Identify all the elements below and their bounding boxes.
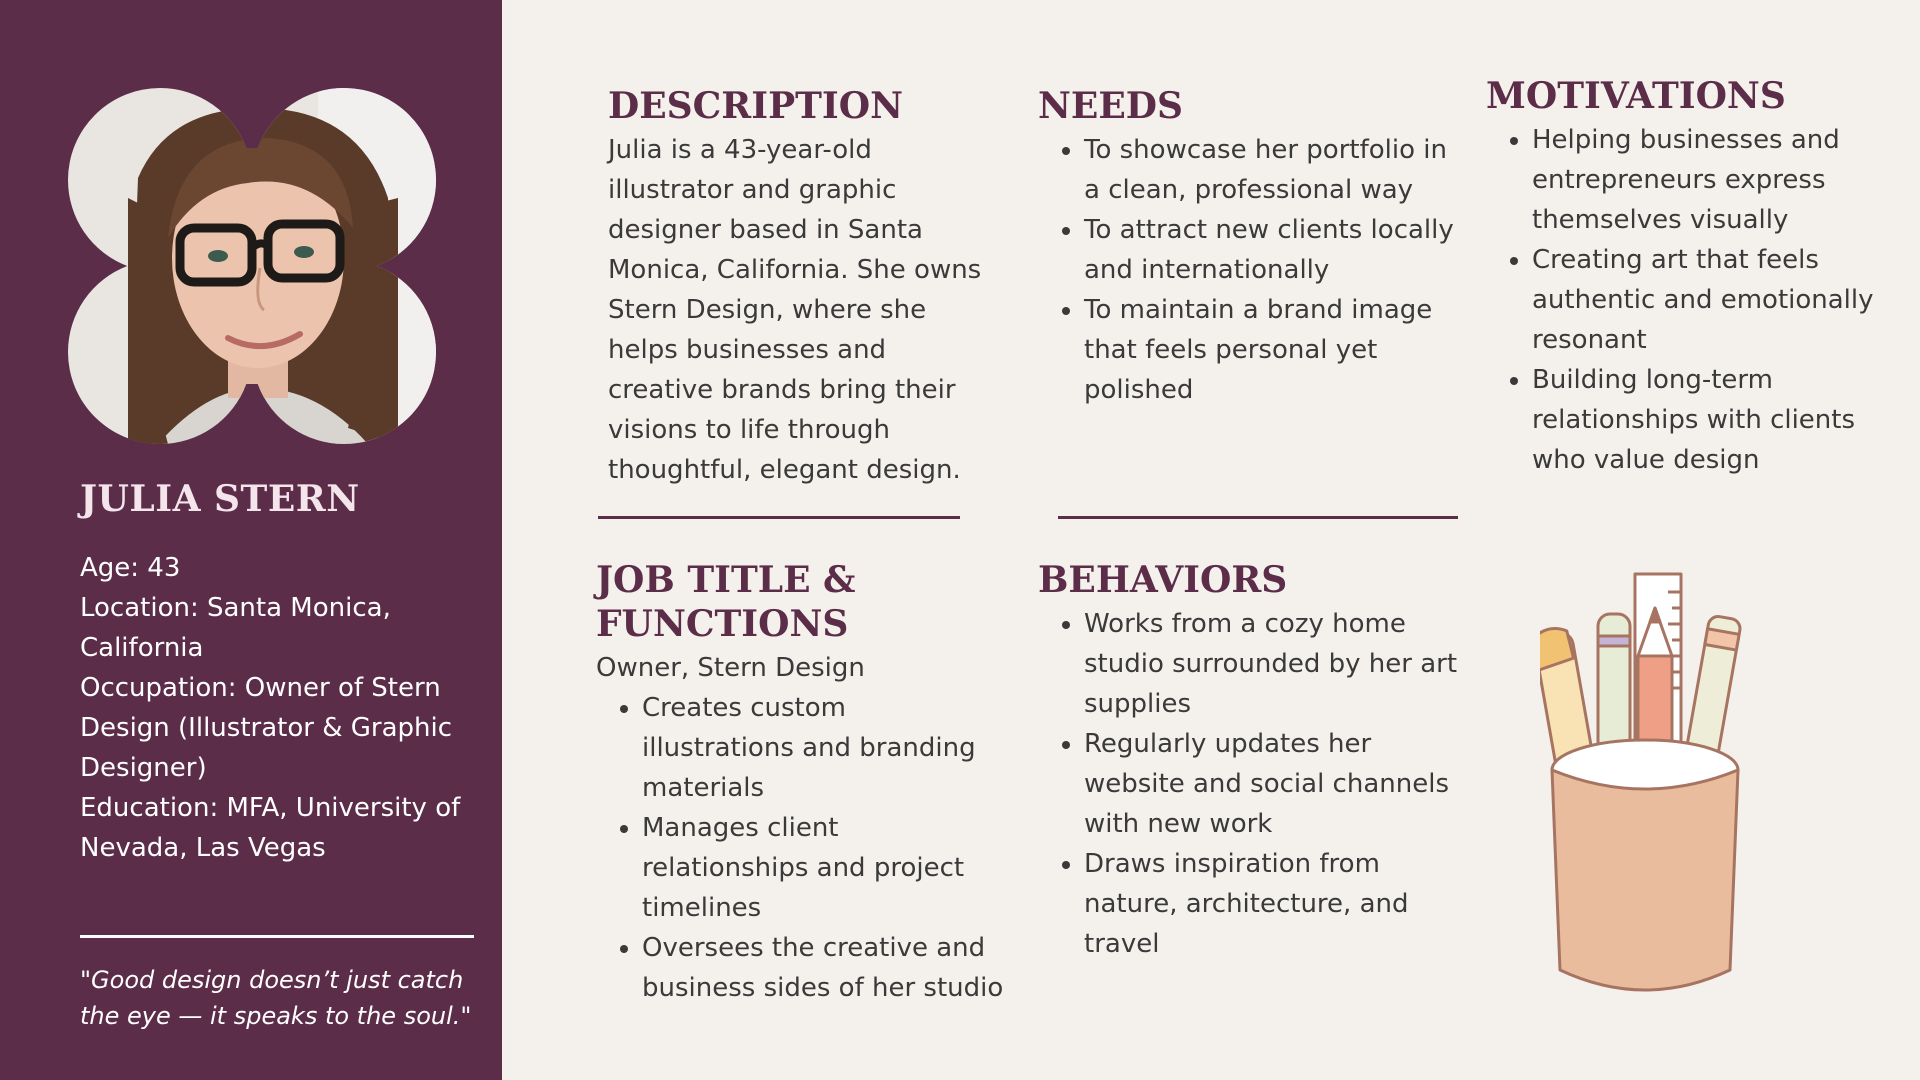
description-text: Julia is a 43-year-old illustrator and graphic designer based in Santa Monica, California. She owns Stern Design, where she helps businesses and creative brands bring their visions to life through thoughtful, elegant design. [608,135,982,485]
profile-sidebar [0,0,502,1080]
persona-education: Education: MFA, University of Nevada, Las Vegas [80,793,461,863]
needs-section [1038,84,1458,410]
persona-occupation: Occupation: Owner of Stern Design (Illustrator & Graphic Designer) [80,673,452,783]
description-heading: DESCRIPTION [608,85,904,127]
job-title: Owner, Stern Design [596,653,865,683]
behaviors-item: • Works from a cozy home studio surrounded by her art supplies [1084,604,1458,724]
job-function-item: • Creates custom illustrations and branding materials [642,688,1006,808]
needs-item: • To maintain a brand image that feels personal yet polished [1084,290,1458,410]
motivations-item: • Helping businesses and entrepreneurs express themselves visually [1532,120,1896,240]
behaviors-list [1038,604,1458,964]
behaviors-section [1038,558,1458,964]
sidebar-divider [80,935,474,938]
needs-item: • To attract new clients locally and internationally [1084,210,1458,290]
behaviors-item: • Draws inspiration from nature, architecture, and travel [1084,844,1458,964]
motivations-item: • Creating art that feels authentic and emotionally resonant [1532,240,1896,360]
profile-photo [68,88,436,444]
needs-heading: NEEDS [1038,85,1184,127]
needs-list [1038,130,1458,410]
job-functions-list [596,688,1006,1008]
behaviors-heading: BEHAVIORS [1038,559,1288,601]
motivations-list [1486,120,1896,480]
persona-location: Location: Santa Monica, California [80,593,391,663]
description-section [608,84,988,490]
job-heading: JOB TITLE & FUNCTIONS [596,559,856,645]
pencil-cup-icon [1540,570,1750,1010]
behaviors-item: • Regularly updates her website and social channels with new work [1084,724,1458,844]
job-function-item: • Oversees the creative and business sides of her studio [642,928,1006,1008]
job-section [596,558,1006,1008]
persona-age: Age: 43 [80,553,181,583]
needs-divider [1058,516,1458,519]
job-function-item: • Manages client relationships and project timelines [642,808,1006,928]
persona-quote: "Good design doesn’t just catch the eye — it speaks to the soul." [80,966,472,1030]
needs-item: • To showcase her portfolio in a clean, professional way [1084,130,1458,210]
motivations-heading: MOTIVATIONS [1486,75,1786,117]
persona-facts [80,548,480,868]
description-divider [598,516,960,519]
motivations-item: • Building long-term relationships with clients who value design [1532,360,1896,480]
persona-name: JULIA STERN [80,478,360,520]
motivations-section [1486,74,1896,480]
